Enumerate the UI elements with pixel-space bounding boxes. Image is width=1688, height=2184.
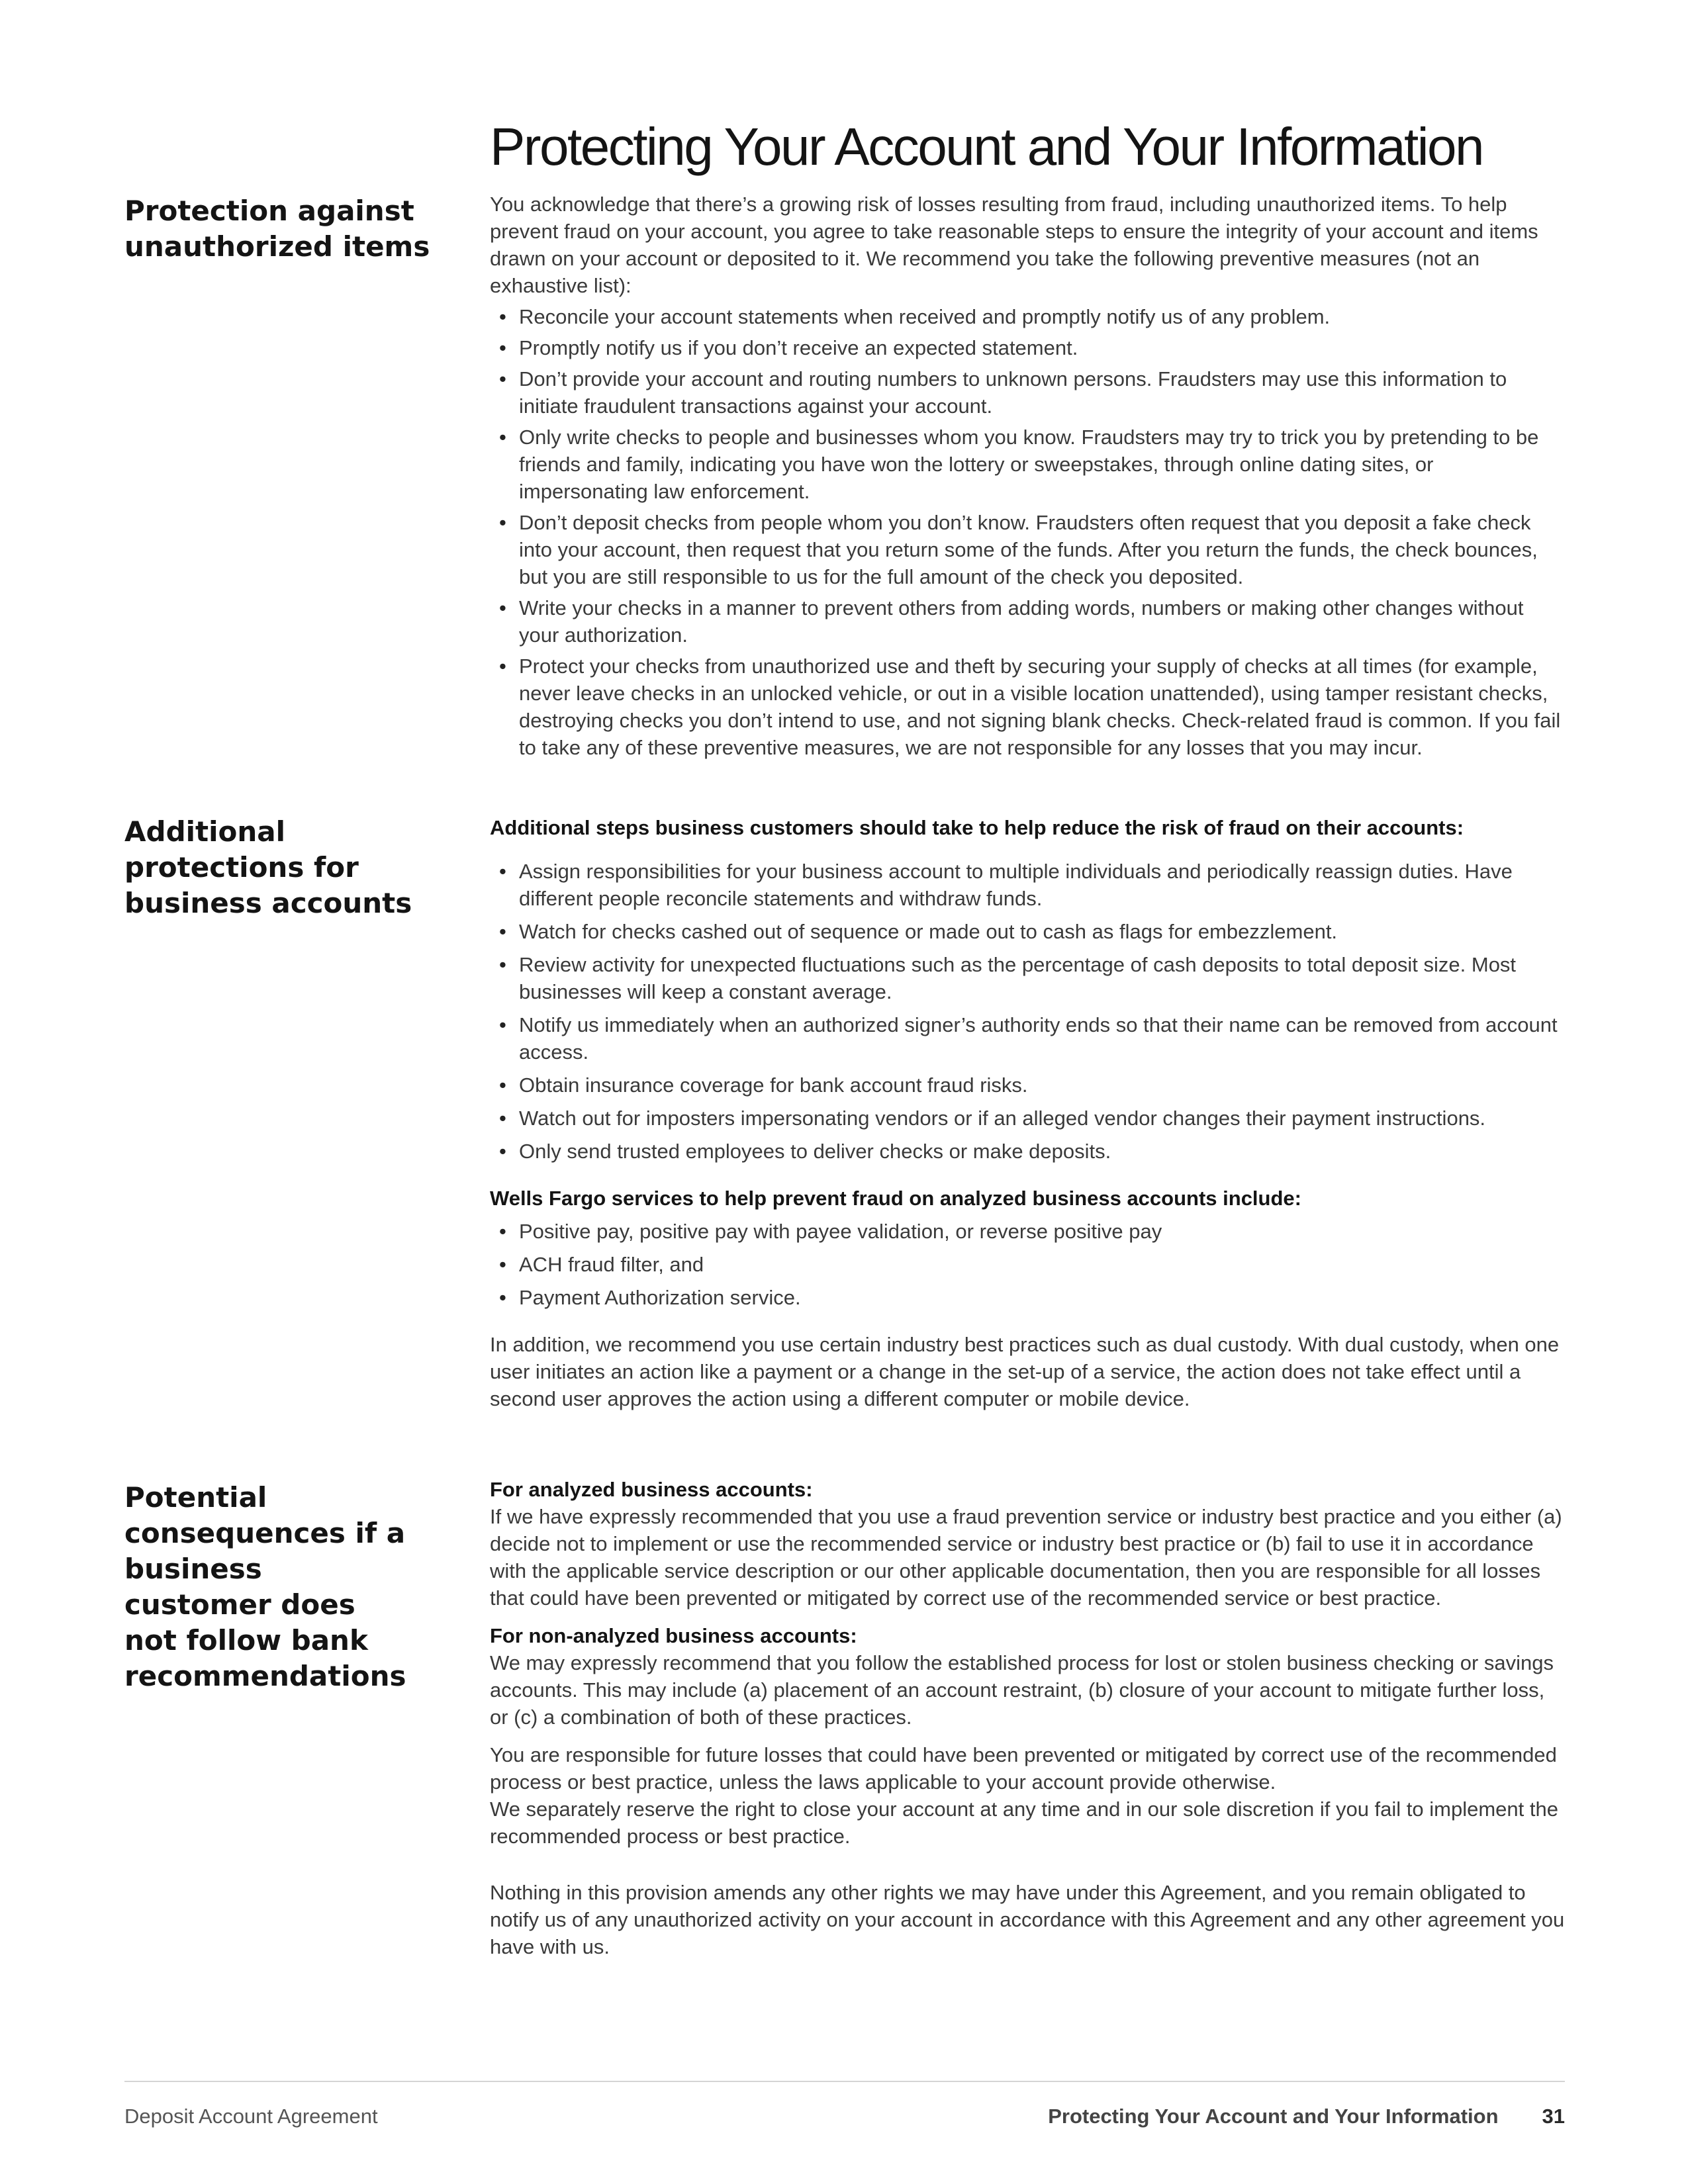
list-item-text: Reconcile your account statements when received and promptly notify us of any problem. bbox=[519, 305, 1331, 328]
list-item bbox=[490, 303, 1566, 330]
list-item bbox=[490, 951, 1566, 1005]
footer-section-name: Protecting Your Account and Your Information bbox=[1048, 2105, 1499, 2128]
section-unauthorized-items bbox=[490, 191, 1566, 761]
preventive-measures-list bbox=[490, 303, 1566, 761]
list-item-text: Don’t provide your account and routing numbers to unknown persons. Fraudsters may use this information to initiate fraudulent transactions against your account. bbox=[519, 367, 1507, 418]
list-item bbox=[490, 1011, 1566, 1066]
bullet-icon: • bbox=[499, 1013, 506, 1036]
wells-fargo-services-heading: Wells Fargo services to help prevent fraud on analyzed business accounts include: bbox=[490, 1187, 1301, 1210]
bullet-icon: • bbox=[499, 953, 506, 976]
non-analyzed-accounts-heading: For non-analyzed business accounts: bbox=[490, 1624, 857, 1647]
future-losses-text: You are responsible for future losses that could have been prevented or mitigated by correct use of the recommended process or best practice, unless the laws applicable to your account provide otherwise. bbox=[490, 1743, 1557, 1794]
bullet-icon: • bbox=[499, 1140, 506, 1163]
list-item-text: Watch out for imposters impersonating vendors or if an alleged vendor changes their payment instructions. bbox=[519, 1107, 1486, 1130]
list-item-text: Payment Authorization service. bbox=[519, 1286, 801, 1309]
business-steps-heading: Additional steps business customers should take to help reduce the risk of fraud on their accounts: bbox=[490, 816, 1464, 839]
reserve-right-text: We separately reserve the right to close your account at any time and in our sole discretion if you fail to implement the recommended process or best practice. bbox=[490, 1797, 1558, 1848]
list-item bbox=[490, 653, 1566, 761]
bullet-icon: • bbox=[499, 1220, 506, 1243]
bullet-icon: • bbox=[499, 1107, 506, 1130]
heading-business-protections: Additional protections for business accounts bbox=[124, 815, 412, 919]
analyzed-accounts-text: If we have expressly recommended that you use a fraud prevention service or industry best practice and you either (a) decide not to implement or use the recommended service or industry best practice or (b) fail to use it in accordance with the applicable service description or our other applicable documentation, then you are responsible for all losses that could have been prevented or mitigated by correct use of the recommended service or best practice. bbox=[490, 1505, 1562, 1610]
bullet-icon: • bbox=[499, 1253, 506, 1276]
list-item-text: Write your checks in a manner to prevent others from adding words, numbers or making other changes without your authorization. bbox=[519, 596, 1524, 647]
analyzed-accounts-heading: For analyzed business accounts: bbox=[490, 1478, 813, 1501]
nothing-amends-text: Nothing in this provision amends any other rights we may have under this Agreement, and you remain obligated to notify us of any unauthorized activity on your account in accordance with this Agreement and any other agreement you have with us. bbox=[490, 1881, 1565, 1958]
list-item-text: Promptly notify us if you don’t receive an expected statement. bbox=[519, 336, 1078, 359]
list-item bbox=[490, 334, 1566, 361]
list-item bbox=[490, 1251, 1566, 1278]
list-item bbox=[490, 594, 1566, 649]
bullet-icon: • bbox=[499, 655, 506, 678]
list-item-text: Review activity for unexpected fluctuations such as the percentage of cash deposits to total deposit size. Most businesses will keep a constant average. bbox=[519, 953, 1517, 1003]
bullet-icon: • bbox=[499, 336, 506, 359]
list-item bbox=[490, 1218, 1566, 1245]
list-item bbox=[490, 365, 1566, 420]
page-number: 31 bbox=[1542, 2105, 1565, 2128]
list-item bbox=[490, 918, 1566, 945]
unauthorized-intro: You acknowledge that there’s a growing risk of losses resulting from fraud, including unauthorized items. To help prevent fraud on your account, you agree to take reasonable steps to ensure the integrity of your account and items drawn on your account or deposited to it. We recommend you take the following preventive measures (not an exhaustive list): bbox=[490, 193, 1538, 297]
list-item-text: Watch for checks cashed out of sequence or made out to cash as flags for embezzlement. bbox=[519, 920, 1338, 943]
bullet-icon: • bbox=[499, 511, 506, 534]
non-analyzed-accounts-text: We may expressly recommend that you follow the established process for lost or stolen business checking or savings accounts. This may include (a) placement of an account restraint, (b) closure of your account to mitigate further loss, or (c) a combination of both of these practices. bbox=[490, 1651, 1554, 1729]
page-title: Protecting Your Account and Your Information bbox=[490, 117, 1483, 176]
list-item-text: ACH fraud filter, and bbox=[519, 1253, 704, 1276]
bullet-icon: • bbox=[499, 596, 506, 619]
bullet-icon: • bbox=[499, 426, 506, 449]
heading-potential-consequences: Potential consequences if a business customer does not follow bank recommendations bbox=[124, 1481, 406, 1692]
list-item-text: Only send trusted employees to deliver checks or make deposits. bbox=[519, 1140, 1111, 1163]
list-item bbox=[490, 1284, 1566, 1311]
wells-fargo-services-list bbox=[490, 1218, 1566, 1311]
list-item-text: Only write checks to people and businesses whom you know. Fraudsters may try to trick you by pretending to be friends and family, indicating you have won the lottery or sweepstakes, through online dating sites, or impersonating law enforcement. bbox=[519, 426, 1539, 503]
list-item bbox=[490, 1071, 1566, 1099]
list-item-text: Obtain insurance coverage for bank account fraud risks. bbox=[519, 1073, 1028, 1097]
footer-section-title bbox=[1048, 2103, 1565, 2130]
list-item bbox=[490, 424, 1566, 505]
bullet-icon: • bbox=[499, 1286, 506, 1309]
bullet-icon: • bbox=[499, 920, 506, 943]
best-practices-paragraph: In addition, we recommend you use certain industry best practices such as dual custody. With dual custody, when one user initiates an action like a payment or a change in the set-up of a service, the action does not take effect until a second user approves the action using a different computer or mobile device. bbox=[490, 1333, 1560, 1410]
section-potential-consequences bbox=[490, 1476, 1566, 1960]
heading-unauthorized-items: Protection against unauthorized items bbox=[124, 195, 430, 263]
list-item-text: Protect your checks from unauthorized use and theft by securing your supply of checks at all times (for example, never leave checks in an unlocked vehicle, or out in a visible location unattended), using tamper resistant checks, destroying checks you don’t intend to use, and not signing blank checks. Check-related fraud is common. If you fail to take any of these preventive measures, we are not responsible for any losses that you may incur. bbox=[519, 655, 1561, 759]
bullet-icon: • bbox=[499, 305, 506, 328]
section-business-protections bbox=[490, 814, 1566, 1412]
list-item-text: Don’t deposit checks from people whom you don’t know. Fraudsters often request that you deposit a fake check into your account, then request that you return some of the funds. After you return the funds, the check bounces, but you are still responsible to us for the full amount of the check you deposited. bbox=[519, 511, 1538, 588]
list-item-text: Notify us immediately when an authorized signer’s authority ends so that their name can be removed from account access. bbox=[519, 1013, 1558, 1064]
footer-document-name: Deposit Account Agreement bbox=[124, 2105, 378, 2128]
list-item bbox=[490, 1138, 1566, 1165]
list-item bbox=[490, 858, 1566, 912]
bullet-icon: • bbox=[499, 1073, 506, 1097]
business-steps-list bbox=[490, 858, 1566, 1165]
footer-divider bbox=[124, 2081, 1565, 2082]
list-item bbox=[490, 1105, 1566, 1132]
bullet-icon: • bbox=[499, 367, 506, 390]
list-item bbox=[490, 509, 1566, 590]
bullet-icon: • bbox=[499, 860, 506, 883]
list-item-text: Assign responsibilities for your business account to multiple individuals and periodically reassign duties. Have different people reconcile statements and withdraw funds. bbox=[519, 860, 1513, 910]
list-item-text: Positive pay, positive pay with payee validation, or reverse positive pay bbox=[519, 1220, 1162, 1243]
